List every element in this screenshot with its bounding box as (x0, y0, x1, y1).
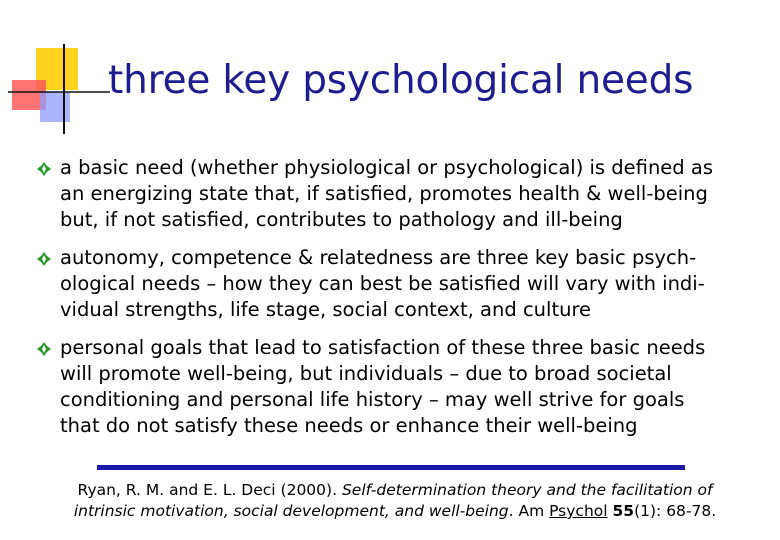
bullet-item-3 (36, 335, 766, 439)
ref-volume: 55 (612, 502, 635, 520)
diamond-bullet-icon (36, 341, 52, 357)
reference-citation (40, 480, 750, 522)
bullet-text: autonomy, competence & relatedness are three key basic psych- ological needs – how they can best be satisfied will vary with indi- vidual strengths, life stage, social context, and culture (60, 246, 705, 321)
diamond-bullet-icon (36, 161, 52, 177)
bullet-text: a basic need (whether physiological or psychological) is defined as an energizing state that, if satisfied, promotes health & well-being but, if not satisfied, contributes to pathology and ill-being (60, 156, 713, 231)
ref-journal: Psychol (549, 502, 608, 520)
ref-article-title-2: intrinsic motivation, social development, and well-being (73, 502, 509, 520)
ref-issue-pages: (1): 68-78. (634, 502, 717, 520)
slide-title: three key psychological needs (108, 58, 694, 103)
ref-authors: Ryan, R. M. and E. L. Deci (2000). (77, 481, 342, 499)
diamond-bullet-icon (36, 251, 52, 267)
bullet-text: personal goals that lead to satisfaction of these three basic needs will promote well-being, but individuals – due to broad societal conditioning and personal life history – may well strive for goals that do not satisfy these needs or enhance their well-being (60, 336, 706, 437)
bullet-item-2 (36, 245, 766, 323)
color-squares-logo (0, 0, 120, 140)
ref-separator: . Am (508, 502, 550, 520)
ref-article-title-1: Self-determination theory and the facilitation of (341, 481, 713, 499)
bullet-item-1 (36, 155, 766, 233)
reference-divider (97, 465, 685, 470)
